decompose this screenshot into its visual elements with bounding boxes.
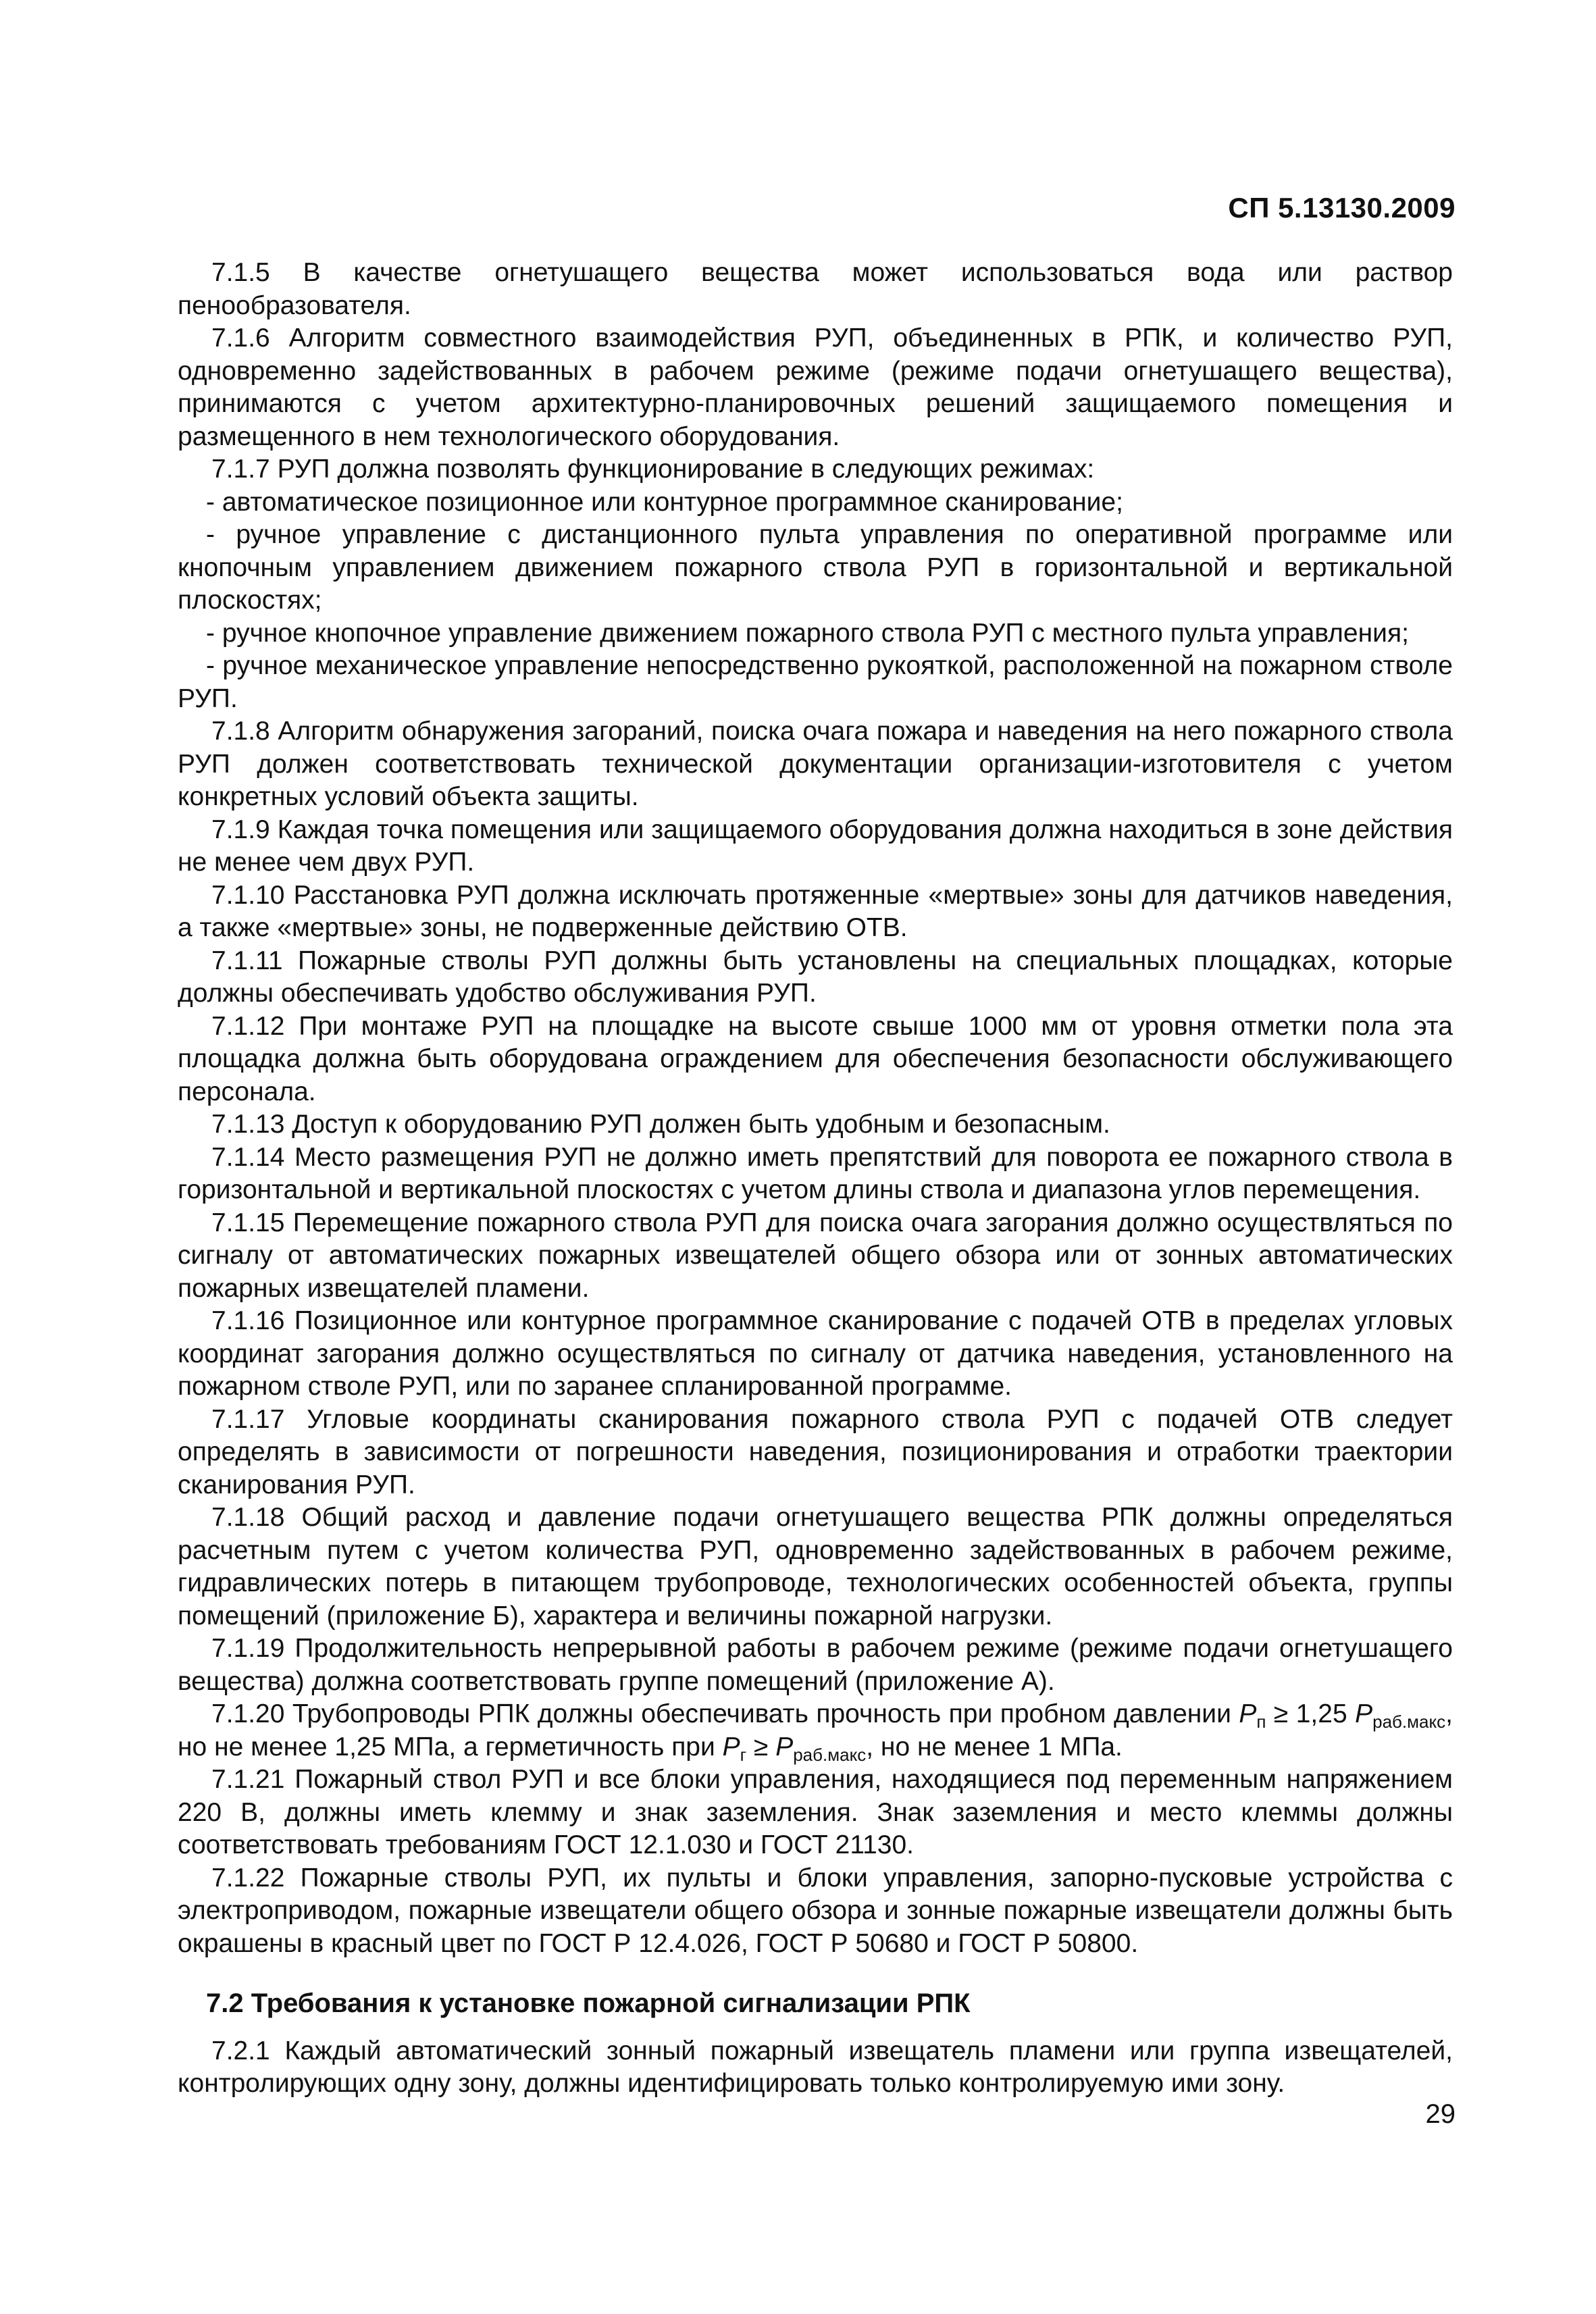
text-run: 7.1.20 Трубопроводы РПК должны обеспечивать прочность при пробном давлении — [211, 1699, 1239, 1728]
paragraph-7-1-19: 7.1.19 Продолжительность непрерывной работы в рабочем режиме (режиме подачи огнетушащего вещества) должна соответствовать группе помещений (приложение А). — [178, 1634, 1453, 1696]
subscript: раб.макс — [793, 1744, 867, 1765]
text-run: ≥ 1,25 — [1266, 1699, 1356, 1728]
paragraph-7-2-1: 7.2.1 Каждый автоматический зонный пожарный извещатель пламени или группа извещателей, контролирующих одну зону, должны идентифицировать только контролируемую ими зону. — [178, 2036, 1453, 2098]
paragraph-7-1-17: 7.1.17 Угловые координаты сканирования пожарного ствола РУП с подачей ОТВ следует определять в зависимости от погрешности наведения, позиционирования и отработки траектории сканирования РУП. — [178, 1404, 1453, 1499]
paragraph-7-1-12: 7.1.12 При монтаже РУП на площадке на высоте свыше 1000 мм от уровня отметки пола эта площадка должна быть оборудована ограждением для обеспечения безопасности обслуживающего персонала. — [178, 1011, 1453, 1106]
page-number: 29 — [1425, 2099, 1456, 2129]
paragraph-7-1-20 — [178, 1698, 1453, 1764]
paragraph-7-1-16: 7.1.16 Позиционное или контурное программное сканирование с подачей ОТВ в пределах угловых координат загорания должно осуществляться по сигналу от датчика наведения, установленного на пожарном стволе РУП, или по заранее спланированной программе. — [178, 1306, 1453, 1401]
list-item: - автоматическое позиционное или контурное программное сканирование; — [206, 487, 1123, 517]
paragraph-7-1-13: 7.1.13 Доступ к оборудованию РУП должен быть удобным и безопасным. — [211, 1110, 1110, 1139]
paragraph-7-1-6: 7.1.6 Алгоритм совместного взаимодействия РУП, объединенных в РПК, и количество РУП, одновременно задействованных в рабочем режиме (режиме подачи огнетушащего вещества), принимаются с учетом архитектурно-планировочных решений защищаемого помещения и размещенного в нем технологического оборудования. — [178, 324, 1453, 451]
paragraph-7-1-18: 7.1.18 Общий расход и давление подачи огнетушащего вещества РПК должны определяться расчетным путем с учетом количества РУП, одновременно задействованных в рабочем режиме, гидравлических потерь в питающем трубопроводе, технологических особенностей объекта, группы помещений (приложение Б), характера и величины пожарной нагрузки. — [178, 1503, 1453, 1630]
pressure-symbol: P — [722, 1732, 740, 1762]
paragraph-7-1-14: 7.1.14 Место размещения РУП не должно иметь препятствий для поворота ее пожарного ствола в горизонтальной и вертикальной плоскостях с учетом длины ствола и диапазона углов перемещения. — [178, 1142, 1453, 1204]
paragraph-7-1-5: 7.1.5 В качестве огнетушащего вещества может использоваться вода или раствор пенообразователя. — [178, 258, 1453, 320]
paragraph-7-1-10: 7.1.10 Расстановка РУП должна исключать протяженные «мертвые» зоны для датчиков наведения, а также «мертвые» зоны, не подверженные действию ОТВ. — [178, 880, 1453, 942]
paragraph-7-1-9: 7.1.9 Каждая точка помещения или защищаемого оборудования должна находиться в зоне действия не менее чем двух РУП. — [178, 815, 1453, 877]
paragraph-7-1-15: 7.1.15 Перемещение пожарного ствола РУП для поиска очага загорания должно осуществляться по сигналу от автоматических пожарных извещателей общего обзора или от зонных автоматических пожарных извещателей пламени. — [178, 1208, 1453, 1303]
list-item: - ручное механическое управление непосредственно рукояткой, расположенной на пожарном стволе РУП. — [178, 651, 1453, 713]
paragraph-7-1-8: 7.1.8 Алгоритм обнаружения загораний, поиска очага пожара и наведения на него пожарного ствола РУП должен соответствовать технической документации организации-изготовителя с учетом конкретных условий объекта защиты. — [178, 717, 1453, 811]
paragraph-7-1-21: 7.1.21 Пожарный ствол РУП и все блоки управления, находящиеся под переменным напряжением 220 В, должны иметь клемму и знак заземления. Знак заземления и место клеммы должны соответствовать требованиям ГОСТ 12.1.030 и ГОСТ 21130. — [178, 1765, 1453, 1859]
paragraph-7-1-22: 7.1.22 Пожарные стволы РУП, их пульты и блоки управления, запорно-пусковые устройства с электроприводом, пожарные извещатели общего обзора и зонные пожарные извещатели должны быть окрашены в красный цвет по ГОСТ Р 12.4.026, ГОСТ Р 50680 и ГОСТ Р 50800. — [178, 1863, 1453, 1958]
section-heading: 7.2 Требования к установке пожарной сигнализации РПК — [206, 1988, 971, 2018]
pressure-symbol: P — [1239, 1699, 1257, 1728]
text-run: ≥ — [746, 1732, 776, 1762]
list-item: - ручное кнопочное управление движением пожарного ствола РУП с местного пульта управления; — [206, 618, 1409, 648]
text-run: , но не менее 1,25 МПа, а герметичность при — [178, 1699, 1453, 1762]
pressure-symbol: P — [775, 1732, 794, 1762]
document-code: СП 5.13130.2009 — [1228, 192, 1456, 224]
paragraph-7-1-7: 7.1.7 РУП должна позволять функционирование в следующих режимах: — [211, 455, 1095, 484]
text-run: , но не менее 1 МПа. — [866, 1732, 1123, 1762]
page-body — [178, 257, 1453, 2101]
paragraph-7-1-11: 7.1.11 Пожарные стволы РУП должны быть установлены на специальных площадках, которые должны обеспечивать удобство обслуживания РУП. — [178, 946, 1453, 1008]
subscript: г — [740, 1744, 747, 1765]
subscript: п — [1256, 1712, 1266, 1732]
pressure-symbol: P — [1355, 1699, 1373, 1728]
subscript: раб.макс — [1372, 1712, 1446, 1732]
list-item: - ручное управление с дистанционного пульта управления по оперативной программе или кнопочным управлением движением пожарного ствола РУП в горизонтальной и вертикальной плоскостях; — [178, 520, 1453, 615]
